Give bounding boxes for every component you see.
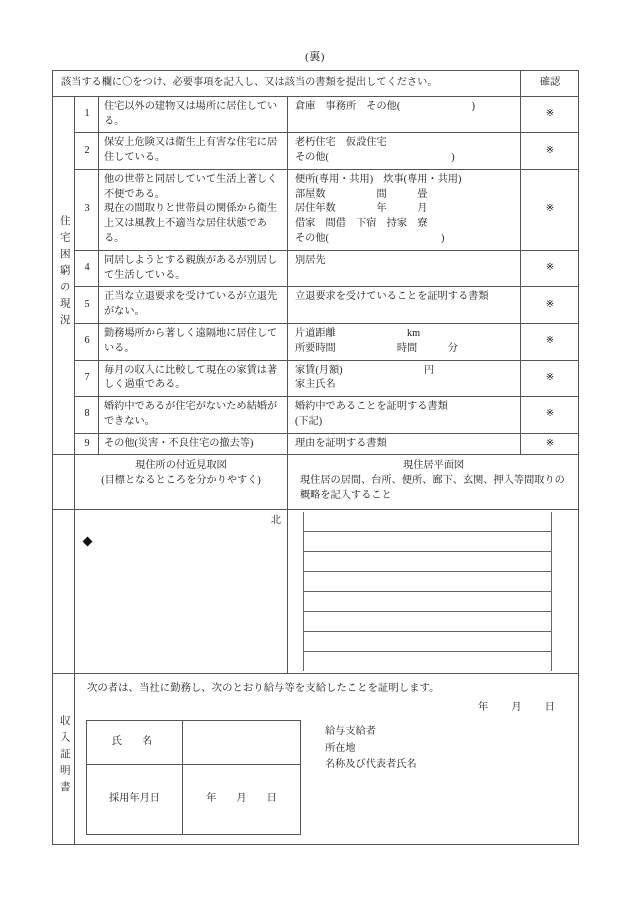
row-number: 3 bbox=[75, 169, 99, 250]
hire-date-row bbox=[87, 764, 301, 834]
location-marker-icon bbox=[83, 536, 93, 546]
option-line: 所要時間 時間 分 bbox=[295, 342, 458, 354]
table-row bbox=[53, 360, 579, 397]
option-line: 家賃(月額) 円 bbox=[295, 364, 435, 376]
table-row bbox=[53, 397, 579, 434]
hire-date-value[interactable] bbox=[183, 764, 301, 834]
grid-line bbox=[304, 552, 551, 572]
grid-line bbox=[304, 572, 551, 592]
payer-line: 名称及び代表者氏名 bbox=[325, 759, 417, 771]
row-description[interactable]: 婚約中であるが住宅がないため結婚ができない。 bbox=[99, 397, 288, 434]
grid-line bbox=[304, 532, 551, 552]
date-month-label: 月 bbox=[511, 701, 523, 713]
plan-heading bbox=[288, 455, 579, 509]
confirm-mark: ※ bbox=[521, 287, 579, 324]
row-number: 7 bbox=[75, 360, 99, 397]
option-line: 老朽住宅 仮設住宅 bbox=[295, 137, 387, 149]
confirm-mark: ※ bbox=[521, 133, 579, 170]
payer-line: 給与支給者 bbox=[325, 725, 376, 737]
map-subtitle: (目標となるところを分かりやすく) bbox=[101, 475, 261, 487]
employee-info-table bbox=[86, 720, 301, 835]
row-options[interactable] bbox=[288, 169, 521, 250]
map-heading bbox=[75, 455, 288, 509]
grid-line bbox=[304, 512, 551, 532]
option-line: 別居先 bbox=[295, 254, 326, 266]
confirm-mark: ※ bbox=[521, 169, 579, 250]
option-line: 立退要求を受けていることを証明する書類 bbox=[295, 291, 489, 303]
grid-line bbox=[304, 652, 551, 671]
income-certificate-row bbox=[53, 673, 579, 844]
option-line: (下記) bbox=[295, 415, 323, 427]
row-options[interactable] bbox=[288, 96, 521, 133]
payer-line: 所在地 bbox=[325, 742, 356, 754]
option-line: その他( ) bbox=[295, 233, 445, 245]
row-options[interactable] bbox=[288, 360, 521, 397]
confirm-mark: ※ bbox=[521, 360, 579, 397]
description-line: 現在の間取りと世帯員の関係から衛生上又は風教上不適当な居住状態である。 bbox=[104, 203, 278, 245]
option-line: 部屋数 間 畳 bbox=[295, 188, 428, 200]
row-number: 4 bbox=[75, 250, 99, 287]
row-description[interactable]: 同居しようとする親族があるが別居して生活している。 bbox=[99, 250, 288, 287]
row-options[interactable] bbox=[288, 287, 521, 324]
row-options[interactable] bbox=[288, 250, 521, 287]
section-vertical-label: 住宅困窮の現況 bbox=[53, 96, 75, 455]
option-line: 片道距離 km bbox=[295, 327, 421, 339]
grid-line bbox=[304, 612, 551, 632]
income-certificate-body bbox=[75, 673, 579, 844]
confirm-mark: ※ bbox=[521, 397, 579, 434]
employee-name-row bbox=[87, 720, 301, 764]
row-description[interactable]: 勤務場所から著しく遠隔地に居住している。 bbox=[99, 323, 288, 360]
option-line: 理由を証明する書類 bbox=[295, 437, 387, 449]
hire-day-label: 日 bbox=[266, 792, 277, 804]
option-line: 便所(専用・共用) 炊事(専用・共用) bbox=[295, 173, 462, 185]
option-line: その他( ) bbox=[295, 152, 455, 164]
option-line: 婚約中であることを証明する書類 bbox=[295, 401, 448, 413]
grid-line bbox=[304, 592, 551, 612]
row-description[interactable]: 住宅以外の建物又は場所に居住している。 bbox=[99, 96, 288, 133]
table-row bbox=[53, 287, 579, 324]
option-line: 家主氏名 bbox=[295, 379, 336, 391]
row-number: 6 bbox=[75, 323, 99, 360]
date-day-label: 日 bbox=[544, 701, 557, 713]
option-line: 倉庫 事務所 その他( ) bbox=[295, 100, 475, 112]
confirm-mark: ※ bbox=[521, 250, 579, 287]
drawing-row bbox=[53, 509, 579, 673]
instruction-row bbox=[53, 71, 579, 97]
north-label: 北 bbox=[270, 514, 281, 526]
certificate-date-line[interactable] bbox=[478, 700, 556, 715]
row-number: 9 bbox=[75, 433, 99, 455]
page-side-marker: (裏) bbox=[305, 51, 325, 63]
grid-line bbox=[304, 632, 551, 652]
name-value[interactable] bbox=[183, 720, 301, 764]
row-description[interactable]: 保安上危険又は衛生上有害な住宅に居住している。 bbox=[99, 133, 288, 170]
income-certificate-vertical-label: 収入証明書 bbox=[53, 673, 75, 844]
name-label: 氏 名 bbox=[87, 720, 183, 764]
drawing-heading-row bbox=[53, 455, 579, 509]
row-number: 2 bbox=[75, 133, 99, 170]
row-description[interactable]: 毎月の収入に比較して現在の家賃は著しく過重である。 bbox=[99, 360, 288, 397]
plan-instruction: 現住居の居間、台所、便所、廊下、玄関、押入等間取りの概略を記入すること bbox=[300, 475, 565, 501]
floorplan-ruled-grid bbox=[303, 512, 552, 671]
hire-year-label: 年 bbox=[206, 792, 217, 804]
row-number: 1 bbox=[75, 96, 99, 133]
option-line: 借家 間借 下宿 持家 寮 bbox=[295, 218, 428, 230]
table-row bbox=[53, 169, 579, 250]
floorplan-drawing-area[interactable] bbox=[288, 509, 579, 673]
table-row bbox=[53, 96, 579, 133]
certificate-statement: 次の者は、当社に勤務し、次のとおり給与等を支給したことを証明します。 bbox=[87, 682, 440, 694]
spacer-cell bbox=[53, 509, 75, 673]
payer-info-block[interactable] bbox=[325, 724, 417, 774]
housing-hardship-table bbox=[52, 70, 579, 845]
row-number: 8 bbox=[75, 397, 99, 434]
table-row bbox=[53, 323, 579, 360]
row-options[interactable] bbox=[288, 323, 521, 360]
row-number: 5 bbox=[75, 287, 99, 324]
row-description[interactable]: その他(災害・不良住宅の撤去等) bbox=[99, 433, 288, 455]
map-title: 現住所の付近見取図 bbox=[135, 460, 227, 472]
spacer-cell bbox=[53, 455, 75, 509]
plan-title: 現住居平面図 bbox=[402, 460, 465, 472]
date-year-label: 年 bbox=[477, 701, 490, 713]
instruction-text: 該当する欄に〇をつけ、必要事項を記入し、又は該当の書類を提出してください。 bbox=[53, 71, 521, 97]
row-options[interactable] bbox=[288, 397, 521, 434]
confirm-mark: ※ bbox=[521, 433, 579, 455]
hire-date-label: 採用年月日 bbox=[87, 764, 183, 834]
confirm-mark: ※ bbox=[521, 96, 579, 133]
option-line: 居住年数 年 月 bbox=[295, 203, 428, 215]
table-row bbox=[53, 250, 579, 287]
confirm-column-header: 確認 bbox=[521, 71, 579, 97]
table-row bbox=[53, 133, 579, 170]
description-line: 他の世帯と同居していて生活上著しく不便である。 bbox=[104, 173, 278, 200]
row-description[interactable]: 正当な立退要求を受けているが立退先がない。 bbox=[99, 287, 288, 324]
row-options[interactable] bbox=[288, 133, 521, 170]
map-drawing-area[interactable] bbox=[75, 509, 288, 673]
table-row bbox=[53, 433, 579, 455]
confirm-mark: ※ bbox=[521, 323, 579, 360]
row-options[interactable] bbox=[288, 433, 521, 455]
hire-month-label: 月 bbox=[236, 792, 247, 804]
row-description[interactable] bbox=[99, 169, 288, 250]
